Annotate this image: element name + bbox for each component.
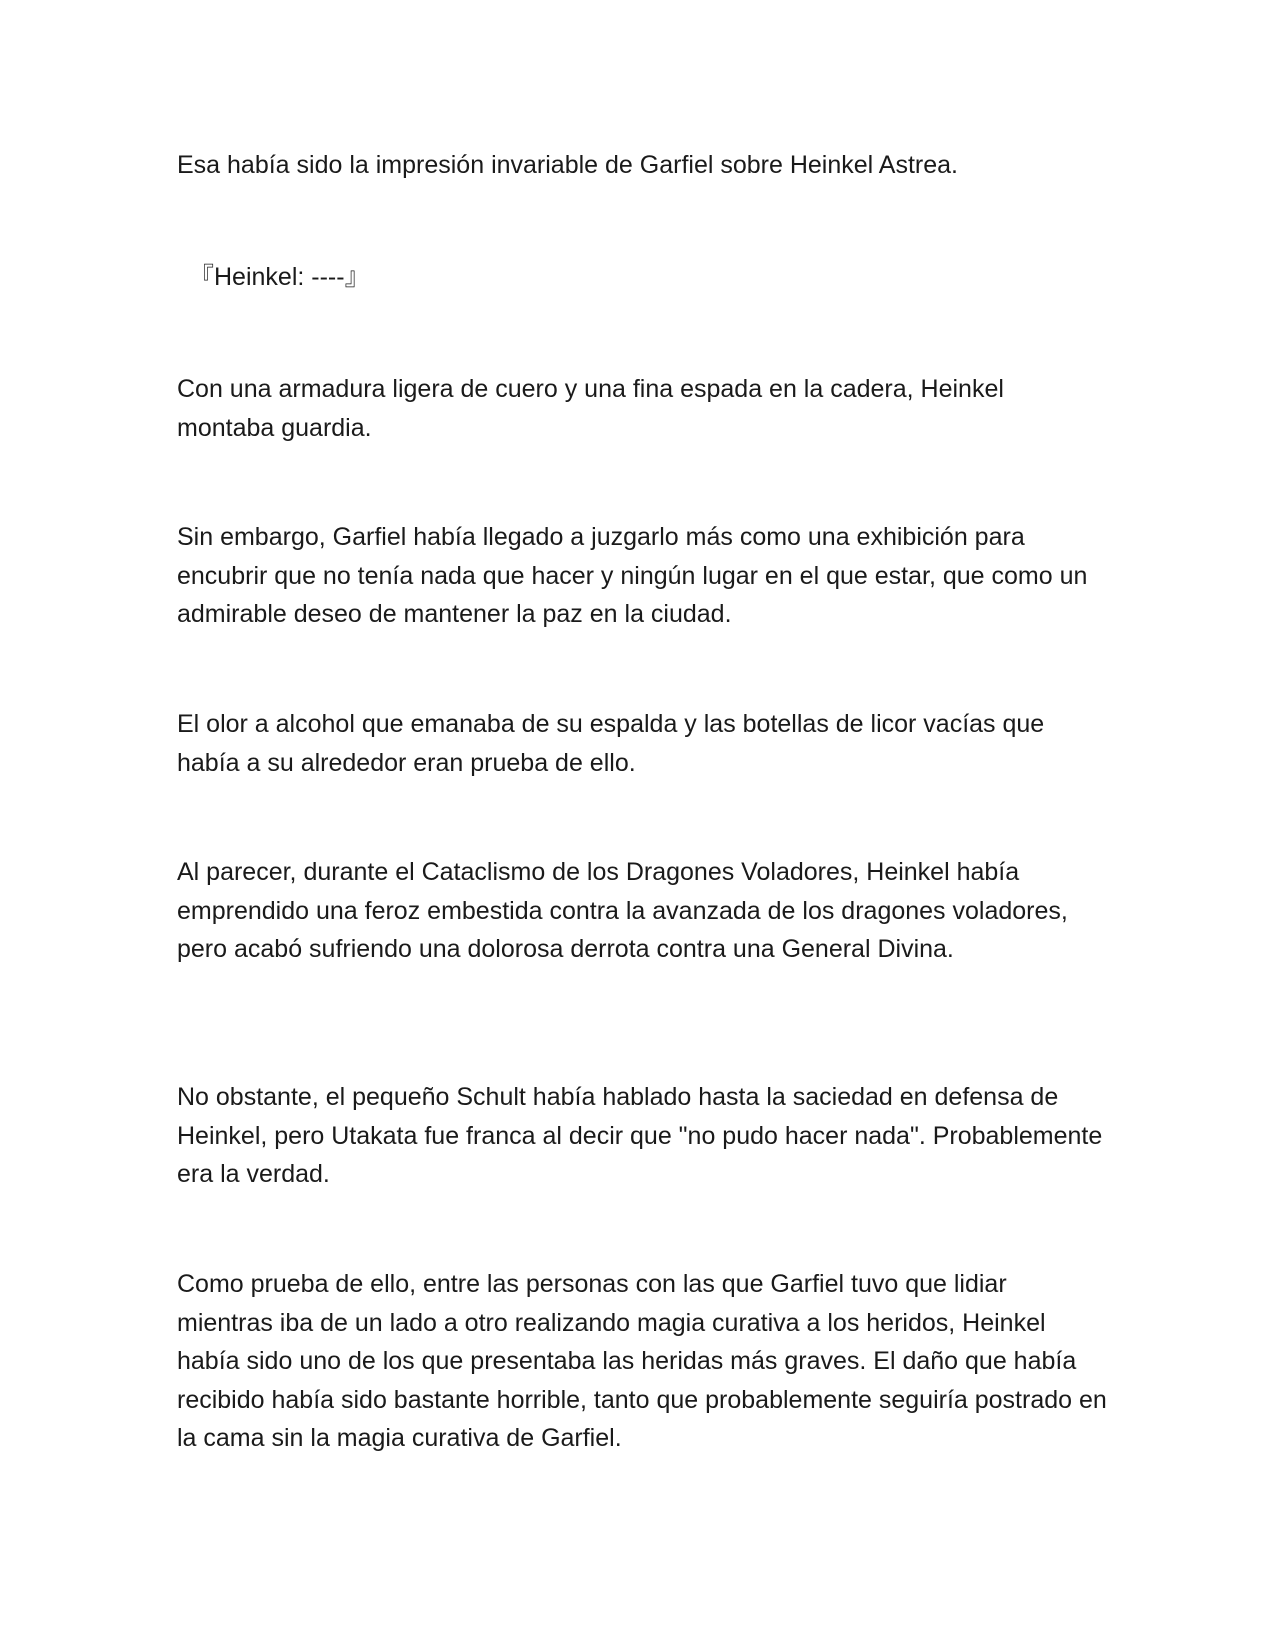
dialogue-line: 『Heinkel: ----』 xyxy=(189,263,370,291)
paragraph-6: Al parecer, durante el Cataclismo de los Dragones Voladores, Heinkel había emprendido una feroz embestida contra la avanzada de los dragones voladores, pero acabó sufriendo una dolorosa derrota contra una General Divina. xyxy=(177,858,1068,963)
paragraph-3: Con una armadura ligera de cuero y una fina espada en la cadera, Heinkel montaba guardia. xyxy=(177,375,1004,442)
paragraph-7: No obstante, el pequeño Schult había hablado hasta la saciedad en defensa de Heinkel, pero Utakata fue franca al decir que "no pudo hacer nada". Probablemente era la verdad. xyxy=(177,1083,1103,1188)
paragraph-1: Esa había sido la impresión invariable de Garfiel sobre Heinkel Astrea. xyxy=(177,151,958,179)
paragraph-8: Como prueba de ello, entre las personas con las que Garfiel tuvo que lidiar mientras iba de un lado a otro realizando magia curativa a los heridos, Heinkel había sido uno de los que presentaba las heridas más graves. El daño que había recibido había sido bastante horrible, tanto que probablemente seguiría postrado en la cama sin la magia curativa de Garfiel. xyxy=(177,1270,1107,1452)
paragraph-4: Sin embargo, Garfiel había llegado a juzgarlo más como una exhibición para encubrir que no tenía nada que hacer y ningún lugar en el que estar, que como un admirable deseo de mantener la paz en la ciudad. xyxy=(177,523,1088,628)
paragraph-5: El olor a alcohol que emanaba de su espalda y las botellas de licor vacías que había a su alrededor eran prueba de ello. xyxy=(177,710,1045,777)
